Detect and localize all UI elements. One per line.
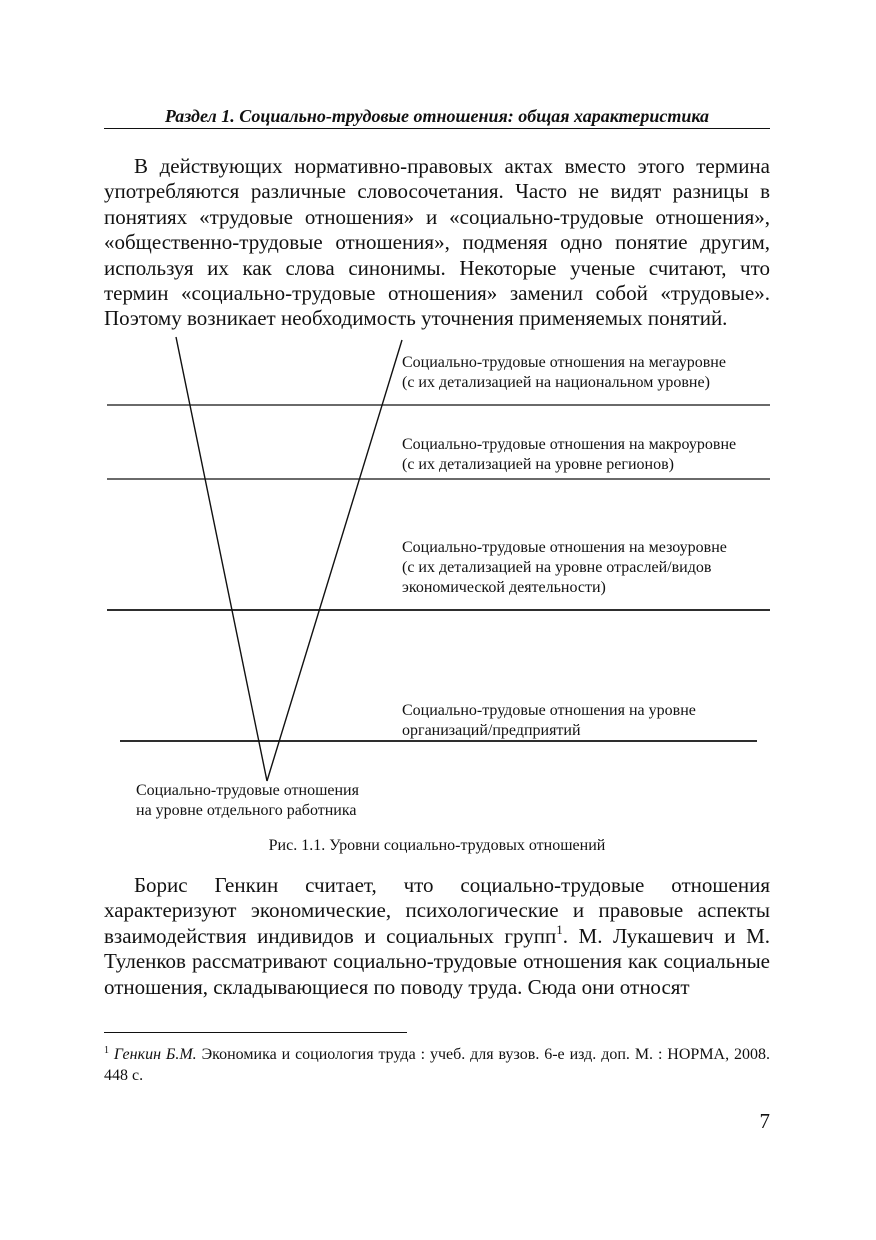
header-rule [104,128,770,129]
level-label-line: Социально-трудовые отношения на макроуровне [402,436,737,453]
page-number: 7 [759,1109,770,1133]
level-label-line: (с их детализацией на уровне отраслей/видов [402,559,712,576]
level-label-organization [402,701,696,741]
level-label-line: экономической деятельности) [402,579,606,596]
footnote-reference[interactable]: 1 [556,921,563,937]
level-label-line: Социально-трудовые отношения [136,782,359,799]
level-label-macro [402,435,736,475]
v-right-line [267,340,402,781]
footnote-marker: 1 [104,1045,109,1056]
level-label-line: Социально-трудовые отношения на мегауровне [402,354,726,371]
level-label-line: Социально-трудовые отношения на уровне [402,702,696,719]
body-paragraph-1: В действующих нормативно-правовых актах вместо этого термина употребляются различные словосочетания. Часто не видят разницы в понятиях «трудовые отношения» и «социально-трудовые отношения», «общественно-трудовые отношения», подменяя одно понятие другим, используя их как слова синонимы. Некоторые ученые считают, что термин «социально-трудовые отношения» заменил собой «трудовые». Поэтому возникает необходимость уточнения применяемых понятий. [104,154,770,331]
level-label-line: на уровне отдельного работника [136,802,357,819]
running-title: Раздел 1. Социально-трудовые отношения: общая характеристика [164,106,710,126]
paragraph-text: Борис Генкин считает, что социально-трудовые отношения характеризуют экономические, психологические и правовые аспекты взаимодействия индивидов и социальных групп [104,873,770,948]
level-label-worker [136,781,359,821]
v-left-line [176,337,267,781]
level-label-meso [402,538,727,598]
level-label-line: (с их детализацией на национальном уровне) [402,374,710,391]
footnote-author: Генкин Б.М. [113,1046,197,1063]
footnote-text: Экономика и социология труда : учеб. для вузов. 6-е изд. доп. М. : НОРМА, 2008. 448 с. [104,1046,771,1084]
body-paragraph-2 [104,873,770,1000]
footnote [104,1044,770,1086]
level-label-line: (с их детализацией на уровне регионов) [402,456,674,473]
level-label-line: организаций/предприятий [402,722,581,739]
footnote-separator [104,1032,407,1033]
level-label-mega [402,353,726,393]
figure-caption: Рис. 1.1. Уровни социально-трудовых отношений [268,837,606,854]
paragraph-text: . М. Лукашевич и М. Туленков рассматривают социально-трудовые отношения как социальные отношения, складывающиеся по поводу труда. Сюда они относят [104,923,771,999]
level-label-line: Социально-трудовые отношения на мезоуровне [402,539,727,556]
